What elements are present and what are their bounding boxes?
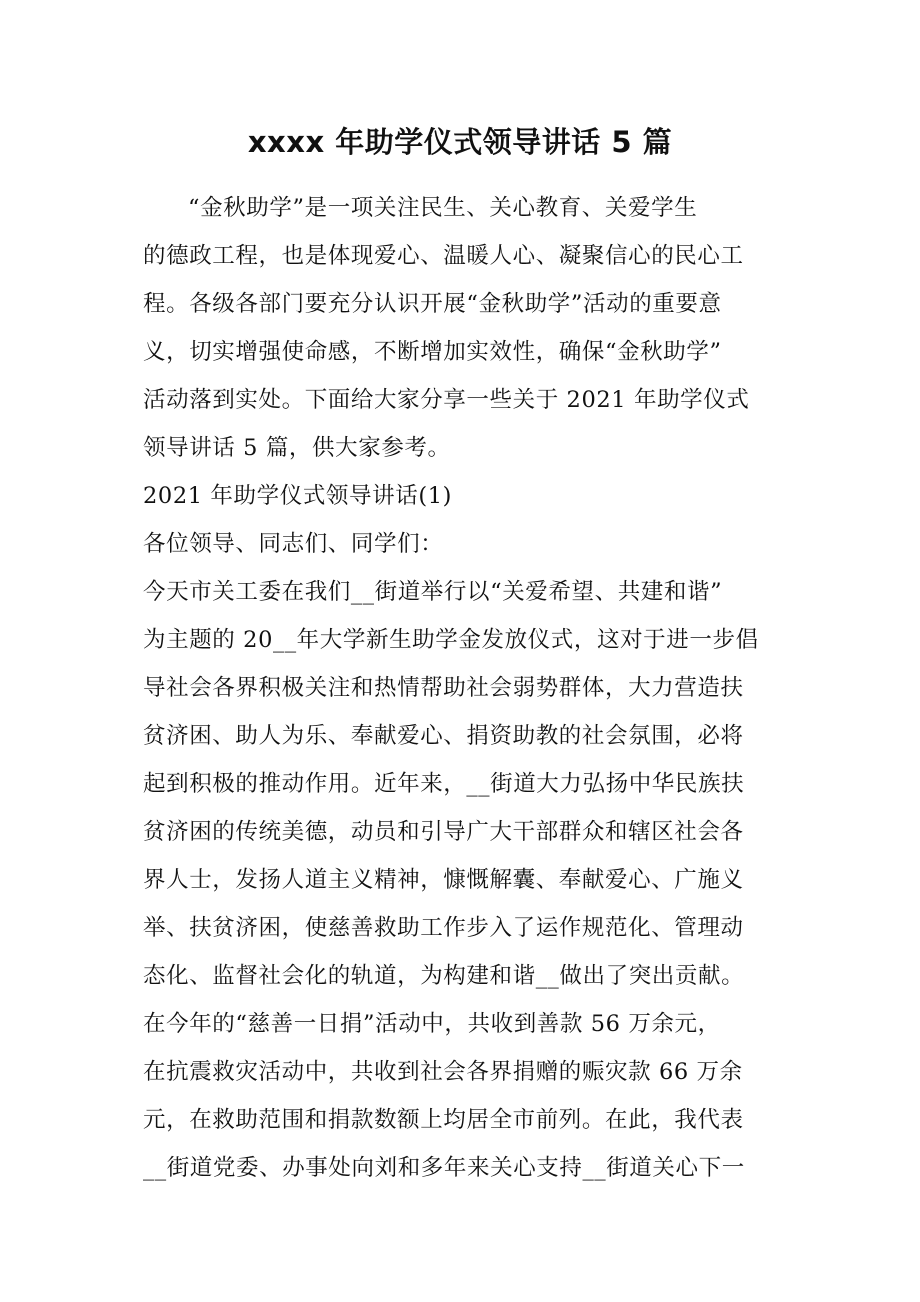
body-line: 为主题的 20__年大学新生助学金发放仪式，这对于进一步倡 bbox=[143, 627, 759, 653]
intro-line: 领导讲话 5 篇，供大家参考。 bbox=[143, 435, 451, 461]
body-line: 举、扶贫济困，使慈善救助工作步入了运作规范化、管理动 bbox=[143, 915, 744, 941]
body-line: 在今年的“慈善一日捐”活动中，共收到善款 56 万余元， bbox=[143, 1011, 721, 1037]
body-line: 贫济困、助人为乐、奉献爱心、捐资助教的社会氛围，必将 bbox=[143, 723, 744, 749]
body-line: 在抗震救灾活动中，共收到社会各界捐赠的赈灾款 66 万余 bbox=[143, 1059, 743, 1085]
body-line: 起到积极的推动作用。近年来，__街道大力弘扬中华民族扶 bbox=[143, 771, 745, 797]
intro-line: 活动落到实处。下面给大家分享一些关于 2021 年助学仪式 bbox=[143, 387, 750, 413]
intro-line: 程。各级各部门要充分认识开展“金秋助学”活动的重要意 bbox=[143, 291, 722, 317]
intro-line: 义，切实增强使命感，不断增加实效性，确保“金秋助学” bbox=[143, 339, 722, 365]
intro-line: 的德政工程，也是体现爱心、温暖人心、凝聚信心的民心工 bbox=[143, 243, 744, 269]
section-heading: 2021 年助学仪式领导讲话(1) bbox=[143, 483, 452, 509]
salutation: 各位领导、同志们、同学们： bbox=[143, 531, 444, 557]
body-line: 贫济困的传统美德，动员和引导广大干部群众和辖区社会各 bbox=[143, 819, 744, 845]
body-line: 今天市关工委在我们__街道举行以“关爱希望、共建和谐” bbox=[143, 579, 723, 605]
body-line: 态化、监督社会化的轨道，为构建和谐__做出了突出贡献。 bbox=[143, 963, 745, 989]
document-title: xxxx 年助学仪式领导讲话 5 篇 bbox=[247, 125, 673, 159]
body-line: __街道党委、办事处向刘和多年来关心支持__街道关心下一 bbox=[143, 1155, 745, 1181]
body-line: 元，在救助范围和捐款数额上均居全市前列。在此，我代表 bbox=[143, 1107, 744, 1133]
intro-line: “金秋助学”是一项关注民生、关心教育、关爱学生 bbox=[188, 195, 698, 221]
body-line: 导社会各界积极关注和热情帮助社会弱势群体，大力营造扶 bbox=[143, 675, 744, 701]
body-line: 界人士，发扬人道主义精神，慷慨解囊、奉献爱心、广施义 bbox=[143, 867, 744, 893]
